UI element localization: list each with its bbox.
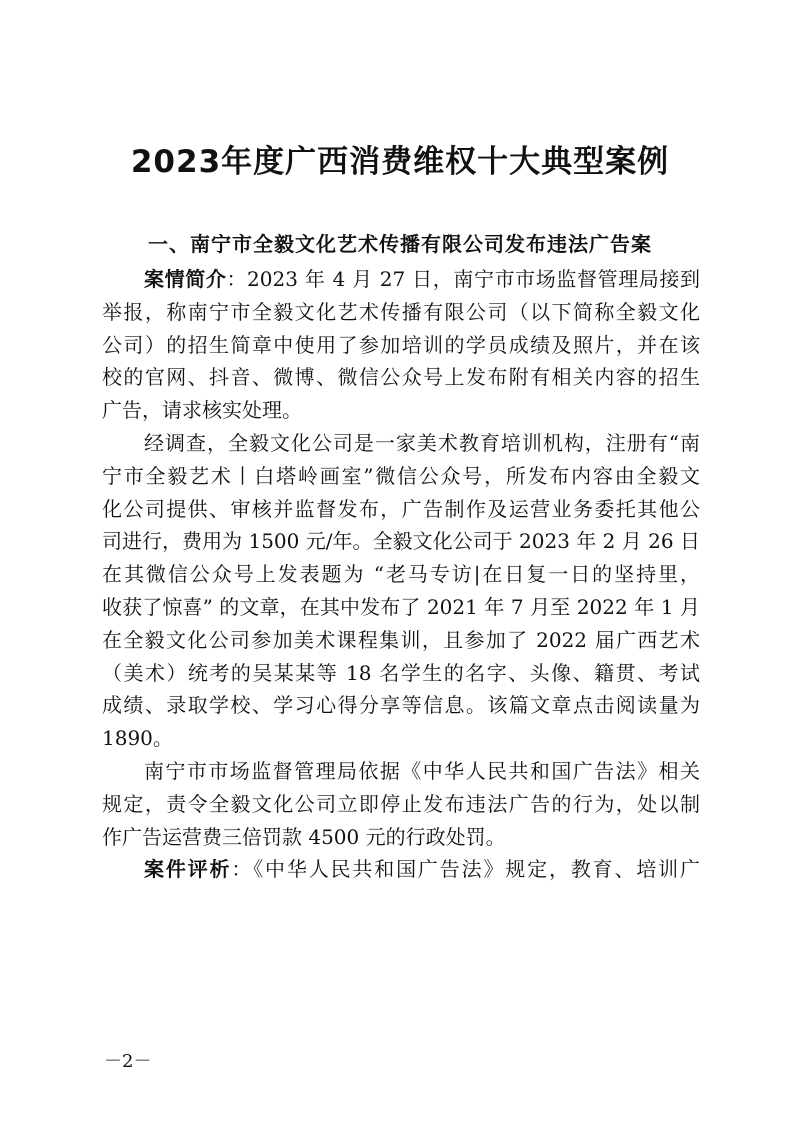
paragraph-line: 成绩、录取学校、学习心得分享等信息。该篇文章点击阅读量为	[102, 693, 700, 718]
paragraph-line: 校的官网、抖音、微博、微信公众号上发布附有相关内容的招生	[102, 365, 700, 390]
page-number: －2－	[104, 1051, 152, 1072]
paragraph-line: 举报，称南宁市全毅文化艺术传播有限公司（以下简称全毅文化	[102, 299, 700, 324]
paragraph-line: 规定，责令全毅文化公司立即停止发布违法广告的行为，处以制	[102, 791, 700, 816]
paragraph-line: 公司）的招生简章中使用了参加培训的学员成绩及照片，并在该	[102, 332, 700, 357]
paragraph-line: 在全毅文化公司参加美术课程集训，且参加了 2022 届广西艺术	[102, 627, 700, 652]
paragraph-line: 案情简介：2023 年 4 月 27 日，南宁市市场监督管理局接到	[144, 267, 700, 291]
document-title: 2023年度广西消费维权十大典型案例	[130, 144, 670, 180]
paragraph-line: 案件评析：《中华人民共和国广告法》规定，教育、培训广	[144, 857, 700, 882]
document-body	[102, 263, 700, 886]
paragraph-line: （美术）统考的吴某某等 18 名学生的名字、头像、籍贯、考试	[102, 660, 700, 685]
paragraph-line: 司进行，费用为 1500 元/年。全毅文化公司于 2023 年 2 月 26 日	[102, 529, 700, 554]
paragraph-line: 化公司提供、审核并监督发布，广告制作及运营业务委托其他公	[102, 496, 700, 521]
case-analysis-label: 案件评析	[144, 857, 232, 882]
paragraph-line: 宁市全毅艺术丨白塔岭画室”微信公众号，所发布内容由全毅文	[102, 463, 700, 488]
paragraph-line: 收获了惊喜” 的文章，在其中发布了 2021 年 7 月至 2022 年 1 月	[102, 594, 700, 619]
case-summary-label: 案情简介	[144, 267, 227, 291]
section-heading: 一、南宁市全毅文化艺术传播有限公司发布违法广告案	[148, 232, 652, 256]
paragraph-line: 南宁市市场监督管理局依据《中华人民共和国广告法》相关	[144, 758, 700, 783]
paragraph-line: 作广告运营费三倍罚款 4500 元的行政处罚。	[102, 824, 506, 849]
paragraph-line: 在其微信公众号上发表题为 “老马专访|在日复一日的坚持里，	[102, 562, 700, 587]
paragraph-line: 广告，请求核实处理。	[102, 398, 302, 423]
paragraph-line: 1890。	[102, 726, 173, 751]
paragraph-line: 经调查，全毅文化公司是一家美术教育培训机构，注册有“南	[144, 430, 700, 455]
